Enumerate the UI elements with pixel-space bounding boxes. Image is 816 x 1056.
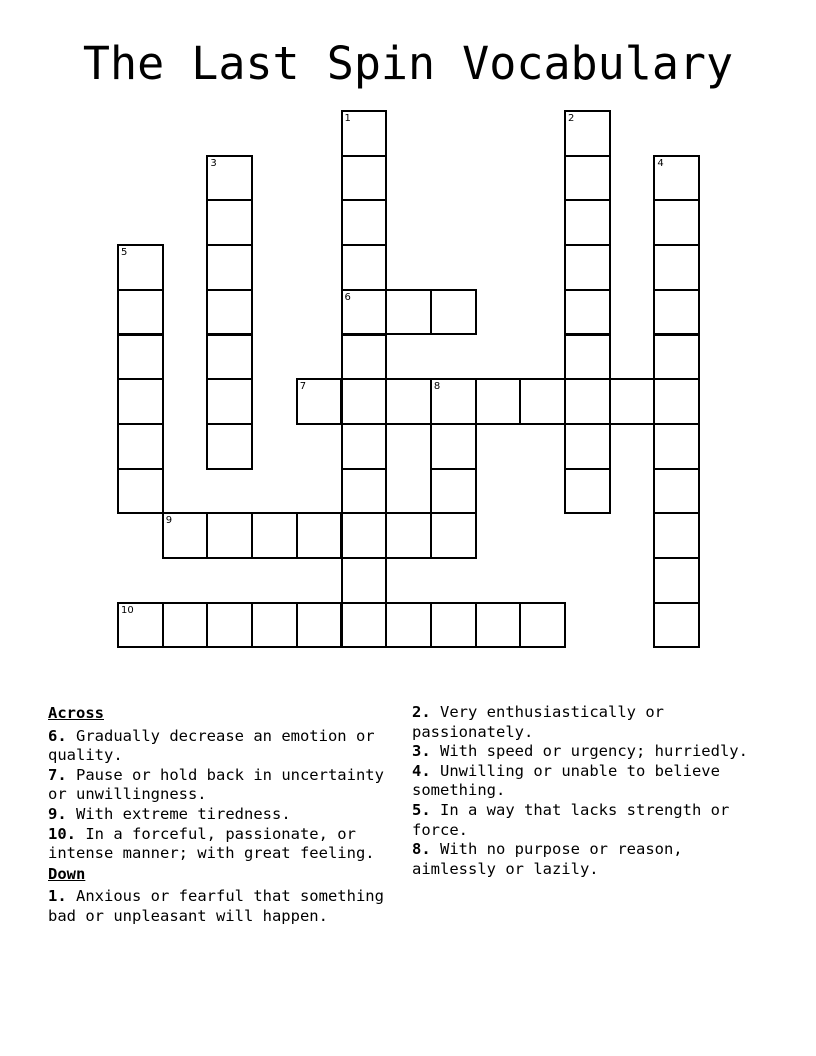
grid-cell[interactable]	[341, 289, 388, 336]
grid-cell[interactable]	[117, 378, 164, 425]
cell-number: 7	[299, 381, 307, 393]
grid-cell[interactable]	[475, 602, 522, 649]
cell-number: 8	[433, 381, 441, 393]
grid-cell[interactable]	[206, 199, 253, 246]
grid-cell[interactable]	[564, 199, 611, 246]
grid-cell[interactable]	[653, 423, 700, 470]
grid-cell[interactable]	[117, 468, 164, 515]
grid-cell[interactable]	[206, 289, 253, 336]
cell-number: 6	[344, 291, 351, 303]
grid-cell[interactable]	[162, 602, 209, 649]
grid-cell[interactable]	[341, 199, 388, 246]
grid-cell[interactable]	[341, 557, 388, 604]
grid-cell[interactable]	[117, 244, 164, 291]
cell-number: 2	[568, 113, 575, 124]
page-title: The Last Spin Vocabulary	[82, 37, 734, 90]
grid-cell[interactable]	[430, 602, 477, 649]
grid-cell[interactable]	[430, 378, 477, 425]
grid-cell[interactable]	[653, 244, 700, 291]
down-heading: Down	[48, 864, 86, 883]
grid-cell[interactable]	[206, 602, 253, 649]
clue-down-5: 5. In a way that lacks strength or force.	[412, 800, 730, 839]
grid-cell[interactable]	[564, 110, 611, 157]
clue-across-9: 9. With extreme tiredness.	[48, 804, 291, 823]
clue-across-7: 7. Pause or hold back in uncertainty or unwillingness.	[48, 765, 384, 804]
grid-cell[interactable]	[117, 602, 164, 649]
grid-cell[interactable]	[117, 423, 164, 470]
grid-cell[interactable]	[609, 378, 656, 425]
grid-cell[interactable]	[385, 378, 432, 425]
grid-cell[interactable]	[341, 512, 388, 559]
cell-number: 4	[657, 157, 664, 169]
grid-cell[interactable]	[564, 244, 611, 291]
grid-cell[interactable]	[117, 289, 164, 336]
cell-number: 3	[210, 157, 217, 169]
grid-cell[interactable]	[475, 378, 522, 425]
grid-cell[interactable]	[206, 334, 253, 381]
grid-cell[interactable]	[341, 378, 388, 425]
grid-cell[interactable]	[653, 155, 700, 202]
grid-cell[interactable]	[653, 512, 700, 559]
grid-cell[interactable]	[385, 512, 432, 559]
grid-cell[interactable]	[564, 423, 611, 470]
grid-cell[interactable]	[341, 468, 388, 515]
grid-cell[interactable]	[117, 334, 164, 381]
cell-number: 10	[121, 604, 134, 616]
grid-cell[interactable]	[296, 602, 343, 649]
clue-across-10: 10. In a forceful, passionate, or intense manner; with great feeling.	[48, 824, 375, 863]
grid-cell[interactable]	[653, 557, 700, 604]
grid-cell[interactable]	[564, 468, 611, 515]
grid-cell[interactable]	[385, 602, 432, 649]
clue-down-1: 1. Anxious or fearful that something bad or unpleasant will happen.	[48, 887, 384, 925]
grid-cell[interactable]	[519, 602, 566, 649]
grid-cell[interactable]	[430, 468, 477, 515]
grid-cell[interactable]	[653, 334, 700, 381]
grid-cell[interactable]	[341, 244, 388, 291]
clue-across-6: 6. Gradually decrease an emotion or quality.	[48, 726, 375, 765]
clue-down-4: 4. Unwilling or unable to believe something.	[412, 761, 720, 800]
grid-cell[interactable]	[206, 155, 253, 202]
clues-right-column	[412, 703, 772, 879]
cell-number: 1	[344, 113, 351, 124]
grid-cell[interactable]	[251, 512, 298, 559]
grid-cell[interactable]	[385, 289, 432, 336]
grid-cell[interactable]	[341, 155, 388, 202]
grid-cell[interactable]	[251, 602, 298, 649]
grid-cell[interactable]	[430, 512, 477, 559]
grid-cell[interactable]	[653, 289, 700, 336]
grid-cell[interactable]	[296, 378, 343, 425]
grid-cell[interactable]	[206, 512, 253, 559]
clue-down-3: 3. With speed or urgency; hurriedly.	[412, 742, 748, 761]
grid-cell[interactable]	[653, 468, 700, 515]
grid-cell[interactable]	[341, 602, 388, 649]
grid-cell[interactable]	[519, 378, 566, 425]
grid-cell[interactable]	[564, 155, 611, 202]
grid-cell[interactable]	[430, 289, 477, 336]
across-heading: Across	[48, 704, 104, 722]
grid-cell[interactable]	[564, 378, 611, 425]
grid-cell[interactable]	[653, 199, 700, 246]
grid-cell[interactable]	[564, 289, 611, 336]
clue-down-2: 2. Very enthusiastically or passionately.	[412, 703, 664, 741]
grid-cell[interactable]	[564, 334, 611, 381]
grid-cell[interactable]	[341, 110, 388, 157]
grid-cell[interactable]	[206, 378, 253, 425]
cell-number: 9	[165, 515, 173, 527]
grid-cell[interactable]	[162, 512, 209, 559]
grid-cell[interactable]	[653, 378, 700, 425]
grid-cell[interactable]	[341, 423, 388, 470]
grid-cell[interactable]	[653, 602, 700, 649]
clue-down-8: 8. With no purpose or reason, aimlessly or lazily.	[412, 840, 683, 878]
grid-cell[interactable]	[430, 423, 477, 470]
grid-cell[interactable]	[206, 423, 253, 470]
grid-cell[interactable]	[296, 512, 343, 559]
grid-cell[interactable]	[341, 334, 388, 381]
cell-number: 5	[121, 247, 128, 259]
grid-cell[interactable]	[206, 244, 253, 291]
clues-left-column	[48, 703, 400, 927]
